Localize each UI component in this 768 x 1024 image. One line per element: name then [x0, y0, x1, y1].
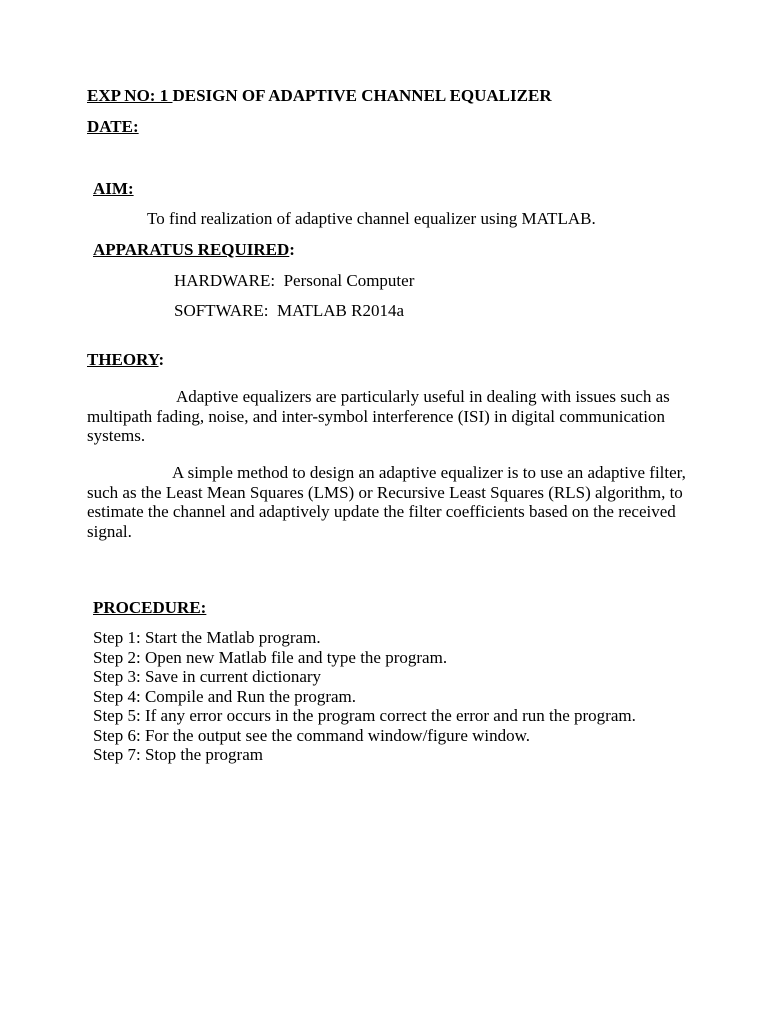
theory-paragraph-1-text: Adaptive equalizers are particularly useful in dealing with issues such as multipath fading, noise, and inter-symbol interference (ISI) in digital communication systems.	[87, 387, 670, 445]
theory-heading-colon: :	[158, 350, 165, 369]
procedure-step: Step 4: Compile and Run the program.	[93, 686, 356, 706]
software-value: MATLAB R2014a	[276, 301, 404, 320]
experiment-title-text: DESIGN OF ADAPTIVE CHANNEL EQUALIZER	[172, 86, 552, 105]
procedure-step: Step 1: Start the Matlab program.	[93, 628, 321, 647]
procedure-steps	[93, 628, 636, 765]
date-label: DATE:	[87, 117, 139, 136]
theory-paragraph-2	[87, 463, 707, 541]
theory-heading	[87, 350, 164, 370]
procedure-step: Step 2: Open new Matlab file and type the program.	[93, 647, 448, 667]
procedure-step: Step 6: For the output see the command window/figure window.	[93, 725, 531, 745]
software-line	[174, 301, 404, 321]
procedure-heading: PROCEDURE:	[93, 598, 207, 617]
hardware-label: HARDWARE:	[174, 271, 276, 290]
procedure-step: Step 7: Stop the program	[93, 745, 263, 764]
aim-heading: AIM:	[93, 179, 134, 198]
apparatus-heading-text: APPARATUS REQUIRED	[93, 240, 290, 259]
theory-paragraph-1	[87, 387, 707, 446]
apparatus-heading-colon: :	[289, 240, 295, 259]
procedure-step: Step 5: If any error occurs in the program correct the error and run the program.	[93, 706, 636, 725]
experiment-title	[87, 86, 552, 106]
hardware-line	[174, 271, 414, 291]
procedure-step: Step 3: Save in current dictionary	[93, 667, 322, 686]
aim-text: To find realization of adaptive channel equalizer using MATLAB.	[147, 209, 596, 228]
apparatus-heading	[93, 240, 295, 260]
theory-heading-text: THEORY	[87, 350, 159, 369]
theory-paragraph-2-text: A simple method to design an adaptive equalizer is to use an adaptive filter, such as the Least Mean Squares (LMS) or Recursive Least Squares (RLS) algorithm, to estimate the channel and adaptively update the filter coefficients based on the received signal.	[87, 463, 686, 541]
hardware-value: Personal Computer	[283, 271, 415, 290]
experiment-number: EXP NO: 1	[87, 86, 173, 105]
software-label: SOFTWARE:	[174, 301, 269, 320]
